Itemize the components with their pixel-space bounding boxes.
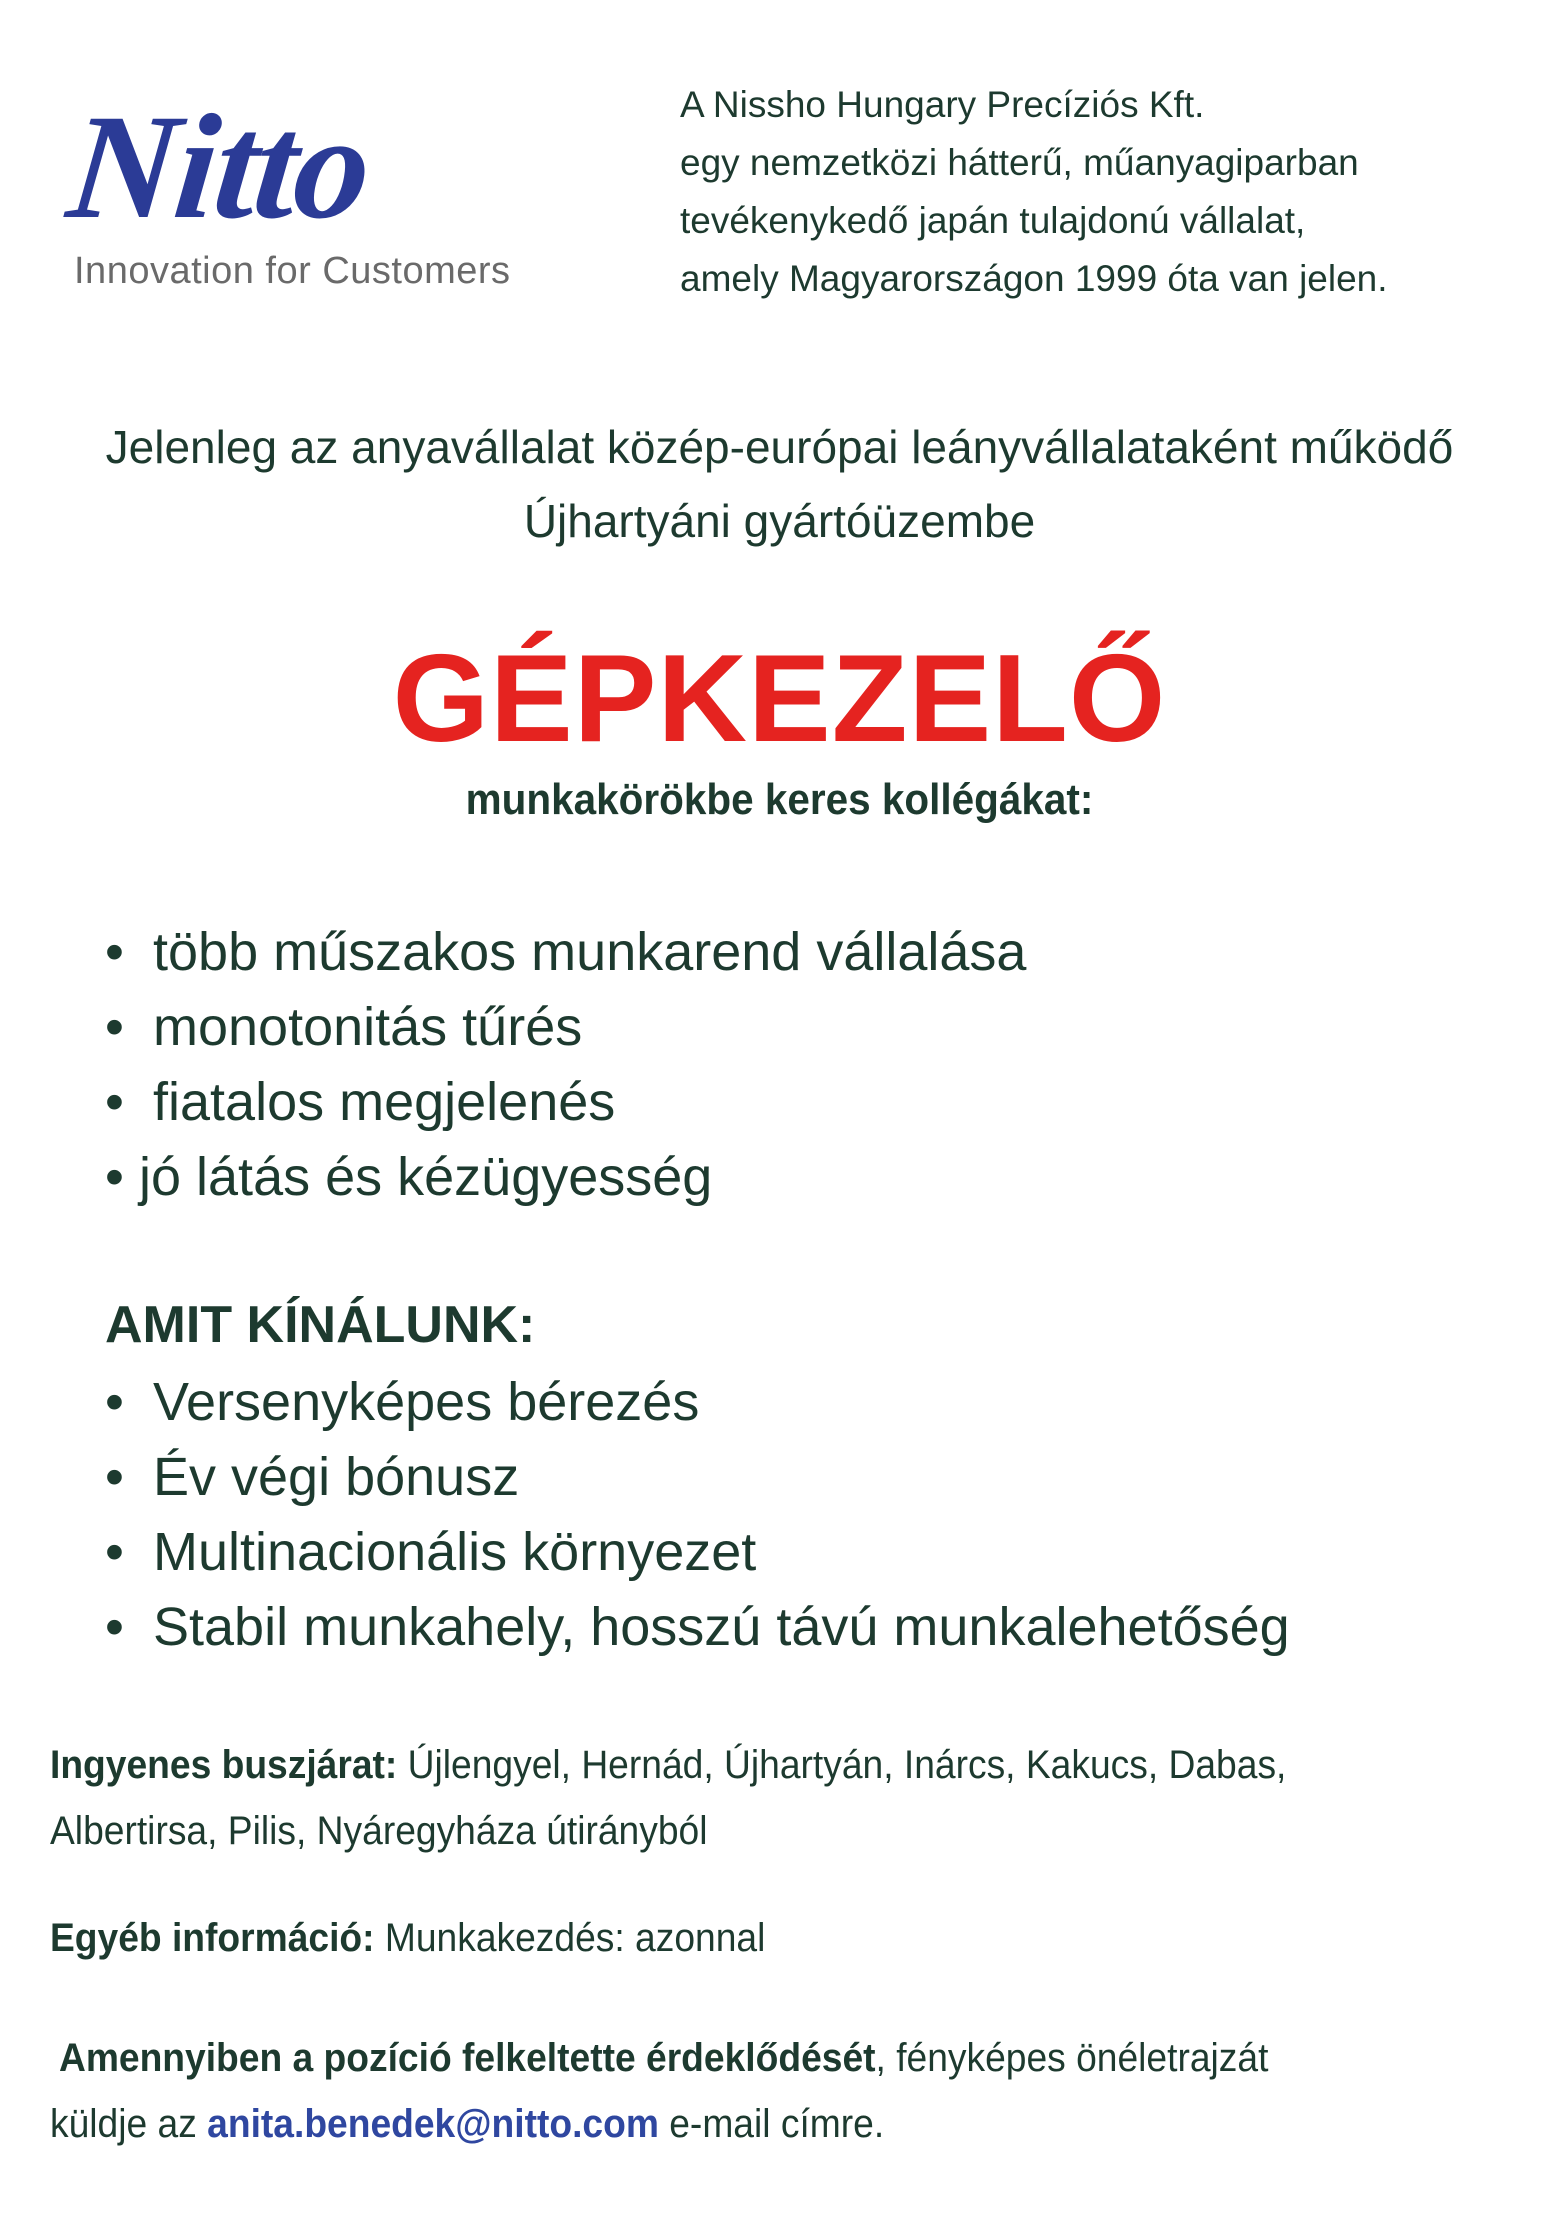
bullet-icon: • <box>105 1372 124 1432</box>
apply-prefix: küldje az <box>50 2102 208 2146</box>
bullet-icon: • <box>105 997 124 1057</box>
job-subtitle: munkakörökbe keres kollégákat: <box>465 775 1094 824</box>
list-item: • Multinacionális környezet <box>105 1515 1505 1590</box>
lead-text <box>0 410 1559 558</box>
bullet-icon: • <box>105 1072 124 1132</box>
list-item: • több műszakos munkarend vállalása <box>105 915 1505 990</box>
bullet-icon: • <box>105 1147 124 1207</box>
list-item: • jó látás és kézügyesség <box>105 1140 1505 1215</box>
list-item: • monotonitás tűrés <box>105 990 1505 1065</box>
job-title: GÉPKEZELŐ <box>392 630 1167 768</box>
list-item: • fiatalos megjelenés <box>105 1065 1505 1140</box>
email-link[interactable]: anita.benedek@nitto.com <box>207 2102 659 2146</box>
intro-line: A Nissho Hungary Precíziós Kft. <box>680 84 1205 125</box>
apply-text: , fényképes önéletrajzát <box>875 2036 1269 2080</box>
bullet-icon: • <box>105 1522 124 1582</box>
apply-suffix: e-mail címre. <box>658 2102 885 2146</box>
intro-line: egy nemzetközi hátterű, műanyagiparban <box>680 142 1359 183</box>
offers-heading: AMIT KÍNÁLUNK: <box>105 1296 536 1354</box>
intro-line: amely Magyarországon 1999 óta van jelen. <box>680 258 1388 299</box>
company-intro <box>680 76 1500 308</box>
intro-line: tevékenykedő japán tulajdonú vállalat, <box>680 200 1306 241</box>
offers-list <box>105 1365 1505 1665</box>
bullet-icon: • <box>105 1597 124 1657</box>
bullet-icon: • <box>105 922 124 982</box>
other-info-label: Egyéb információ: <box>50 1916 375 1960</box>
bus-label: Ingyenes buszjárat: <box>50 1743 398 1787</box>
bullet-icon: • <box>105 1447 124 1507</box>
list-item: • Versenyképes bérezés <box>105 1365 1505 1440</box>
list-item: • Év végi bónusz <box>105 1440 1505 1515</box>
apply-info <box>50 2025 1530 2157</box>
company-logo: Nitto <box>61 84 377 250</box>
lead-line: Jelenleg az anyavállalat közép-európai leányvállalataként működő <box>105 421 1454 473</box>
lead-line: Újhartyáni gyártóüzembe <box>523 495 1036 547</box>
bus-info <box>50 1732 1530 1864</box>
list-item: • Stabil munkahely, hosszú távú munkalehetőség <box>105 1590 1505 1665</box>
apply-label: Amennyiben a pozíció felkeltette érdeklődését <box>50 2036 876 2080</box>
bus-routes: Újlengyel, Hernád, Újhartyán, Inárcs, Kakucs, Dabas, <box>397 1743 1287 1787</box>
other-info <box>50 1905 1530 1971</box>
other-info-value: Munkakezdés: azonnal <box>374 1916 766 1960</box>
requirements-list <box>105 915 1505 1215</box>
logo-tagline: Innovation for Customers <box>74 250 511 292</box>
bus-routes-cont: Albertirsa, Pilis, Nyáregyháza útirányból <box>50 1809 708 1853</box>
